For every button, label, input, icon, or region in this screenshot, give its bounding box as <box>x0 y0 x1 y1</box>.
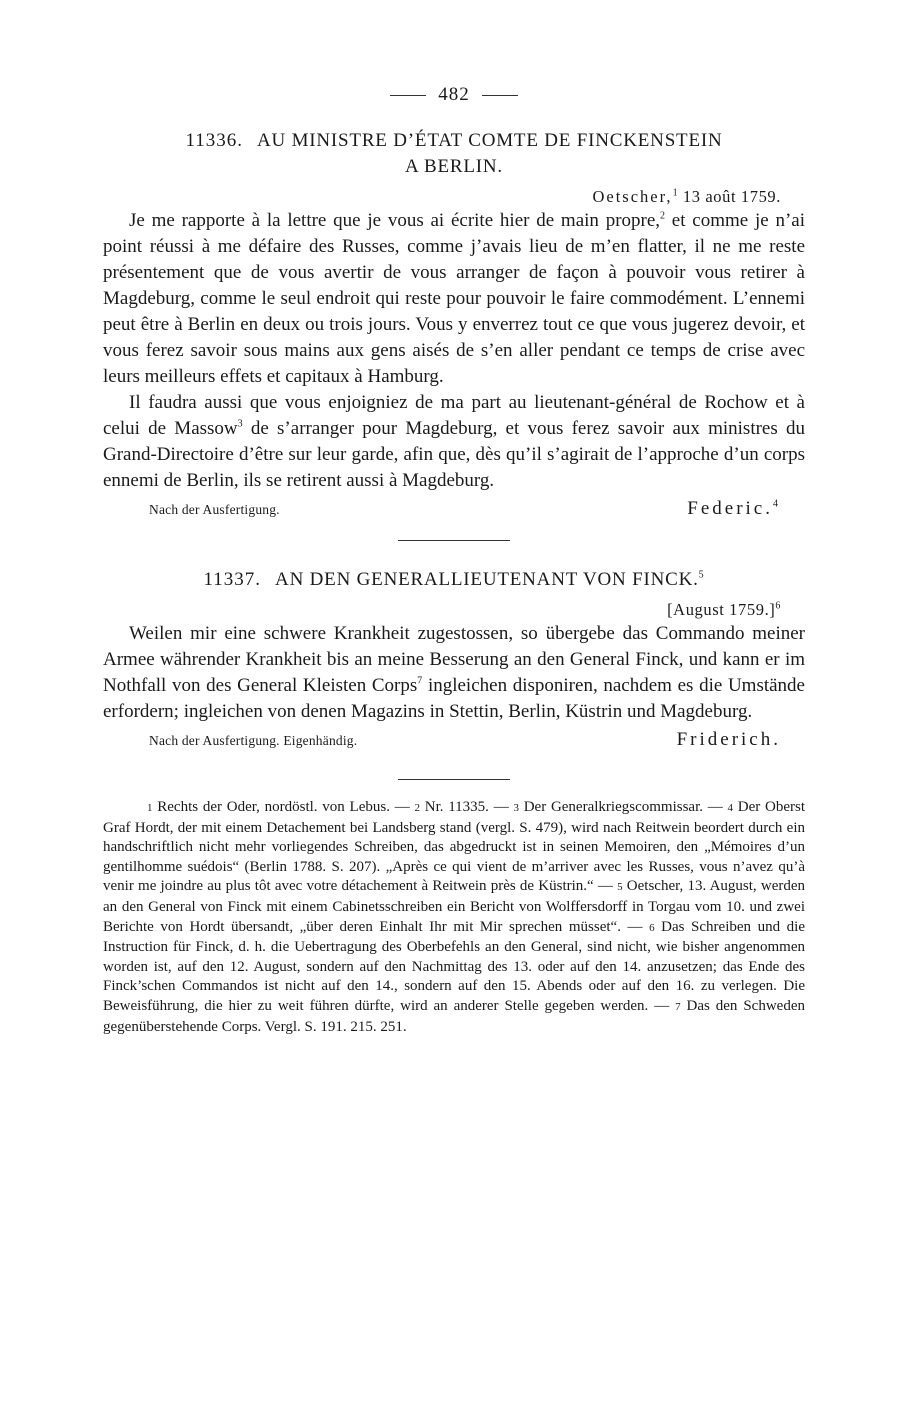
page-number-dash-left <box>390 95 426 96</box>
page-number: 482 <box>438 84 470 105</box>
letter-1-note-3-ref: 3 <box>237 418 243 430</box>
letter-1-place-note: 1 <box>672 187 679 199</box>
footnote-4-text: Der Oberst Graf Hordt, der mit einem Detachement bei Landsberg stand (vergl. S. 479), wird nach Reitwein beordert durch ein handschriftlich nicht mehr vorliegendes Schreiben, das abgedruckt ist in seinen Memoiren, den „Mémoires d’un gentilhomme suédois“ (Berlin 1788. S. 207). „Après ce qui vient de m’arriver avec les Russes, vous n’avez qu’à venir me joindre au plus tôt avec votre détachement à Reitwein près de Küstrin.“ — <box>103 799 805 895</box>
letter-1-title-line1: AU MINISTRE D’ÉTAT COMTE DE FINCKENSTEIN <box>257 130 723 151</box>
letter-2-dateline <box>103 599 805 621</box>
footnote-5-marker: 5 <box>617 881 623 894</box>
letter-1-paragraph-1-start: Je me rapporte à la lettre que je vous ai écrite hier de main propre, <box>129 210 661 231</box>
document-page <box>103 80 805 1037</box>
letter-2-paragraph <box>103 621 805 725</box>
letter-1-date: 13 août 1759. <box>682 187 781 206</box>
letter-2-paragraph-rest: ingleichen disponiren, nachdem es die Umstände erfordern; ingleichen von denen Magazins in Stettin, Berlin, Küstrin und Magdeburg. <box>103 675 805 722</box>
page-number-dash-right <box>482 95 518 96</box>
footnote-3-text: Der Generalkriegscommissar. — <box>518 799 728 815</box>
letter-2-body <box>103 621 805 725</box>
footnote-4-marker: 4 <box>727 802 733 814</box>
footnote-6-marker: 6 <box>649 921 655 934</box>
footnotes <box>103 798 805 1037</box>
letter-1-signature-note: 4 <box>773 498 781 510</box>
letter-1-signature-text: Federic. <box>687 498 773 519</box>
page-number-row <box>103 80 805 110</box>
letter-1-signature <box>687 498 805 520</box>
footnote-2-marker: 2 <box>414 802 420 814</box>
letter-1-footer <box>103 498 805 520</box>
letter-1-paragraph-2-rest: de s’arranger pour Magdeburg, et vous ferez savoir aux ministres du Grand-Directoire d’être sur leur garde, afin que, dès qu’il s’agirait de l’approche d’un corps ennemi de Berlin, ils se retirent aussi à Magdeburg. <box>103 418 805 491</box>
letter-2-title: AN DEN GENERALLIEUTENANT VON FINCK. <box>275 569 699 590</box>
footnote-3-marker: 3 <box>513 802 519 814</box>
letter-1-paragraph-2-start: Il faudra aussi que vous enjoigniez de ma part au lieutenant-général de Rochow et à celui de Massow <box>103 392 805 439</box>
letter-1-heading <box>103 128 805 180</box>
letter-1-source: Nach der Ausfertigung. <box>149 502 280 517</box>
letter-2-source: Nach der Ausfertigung. Eigenhändig. <box>149 733 358 748</box>
footnote-7-marker: 7 <box>675 1000 681 1013</box>
footnote-1-marker: 1 <box>147 802 153 814</box>
letter-2-signature: Friderich. <box>676 729 781 750</box>
letter-1-paragraph-1 <box>103 208 805 390</box>
letter-2-note-7-ref: 7 <box>417 675 423 687</box>
footnote-5-text: Oetscher, 13. August, werden an den General von Finck mit einem Cabinetsschreiben ein Bericht von Wolffersdorff in Torgau vom 10. und zwei Berichte von Hordt übersandt, „über deren Einhalt Ihr mit Mir sprechen müsset“. — <box>103 878 806 935</box>
footnote-divider <box>398 779 510 780</box>
letter-1-dateline <box>103 186 805 208</box>
letter-2-title-note: 5 <box>698 569 705 581</box>
footnote-2-text: Nr. 11335. — <box>419 799 514 815</box>
footnote-1-text: Rechts der Oder, nordöstl. von Lebus. — <box>152 799 415 815</box>
letter-1-paragraph-2 <box>103 390 805 494</box>
letter-1-number: 11336. <box>185 130 243 151</box>
letter-2-date-note: 6 <box>775 600 781 612</box>
letter-1-paragraph-1-rest: et comme je n’ai point réussi à me défaire des Russes, comme j’avais lieu de m’en flatter, il ne me reste présentement que de vous avertir de vous arranger de façon à pouvoir vous retirer à Magdeburg, comme le seul endroit qui reste pour pouvoir le faire commodément. L’ennemi peut être à Berlin en deux ou trois jours. Vous y enverrez tout ce que vous jugerez devoir, et vous ferez savoir sous mains aux gens aisés de s’en aller pendant ce temps de crise avec leurs meilleurs effets et capitaux à Hamburg. <box>103 210 805 387</box>
footnote-6-text: Das Schreiben und die Instruction für Finck, d. h. die Uebertragung des Oberbefehls an den General, sind nicht, wie bisher angenommen worden ist, auf den 12. August, sondern auf den Nachmittag des 13. oder auf den 14. anzusetzen; das Ende des Finck’schen Commandos ist nicht auf den 14., sondern auf den 15. Abends oder auf den 16. zu verlegen. Die Beweisführung, die hier zu weit führen dürfte, wird an anderer Stelle gegeben werden. — <box>103 918 806 1014</box>
letter-1-body <box>103 208 805 494</box>
letter-1-title-line2: A BERLIN. <box>405 156 503 177</box>
letter-2-date: [August 1759.] <box>667 600 776 619</box>
letter-1-note-2-ref: 2 <box>660 210 666 222</box>
section-divider <box>398 540 510 541</box>
letter-2-heading <box>103 567 805 593</box>
letter-1-heading-line1 <box>103 128 805 154</box>
letter-1-place: Oetscher, <box>592 187 673 206</box>
letter-2-number: 11337. <box>203 569 262 590</box>
footnote-7-text: Das den Schweden gegenüberstehende Corps. Vergl. S. 191. 215. 251. <box>103 997 805 1035</box>
letter-2-paragraph-start: Weilen mir eine schwere Krankheit zugestossen, so übergebe das Commando meiner Armee währender Krankheit bis an meine Besserung an den General Finck, und kann er im Nothfall von des General Kleisten Corps <box>103 623 805 696</box>
letter-2-footer <box>103 729 805 751</box>
